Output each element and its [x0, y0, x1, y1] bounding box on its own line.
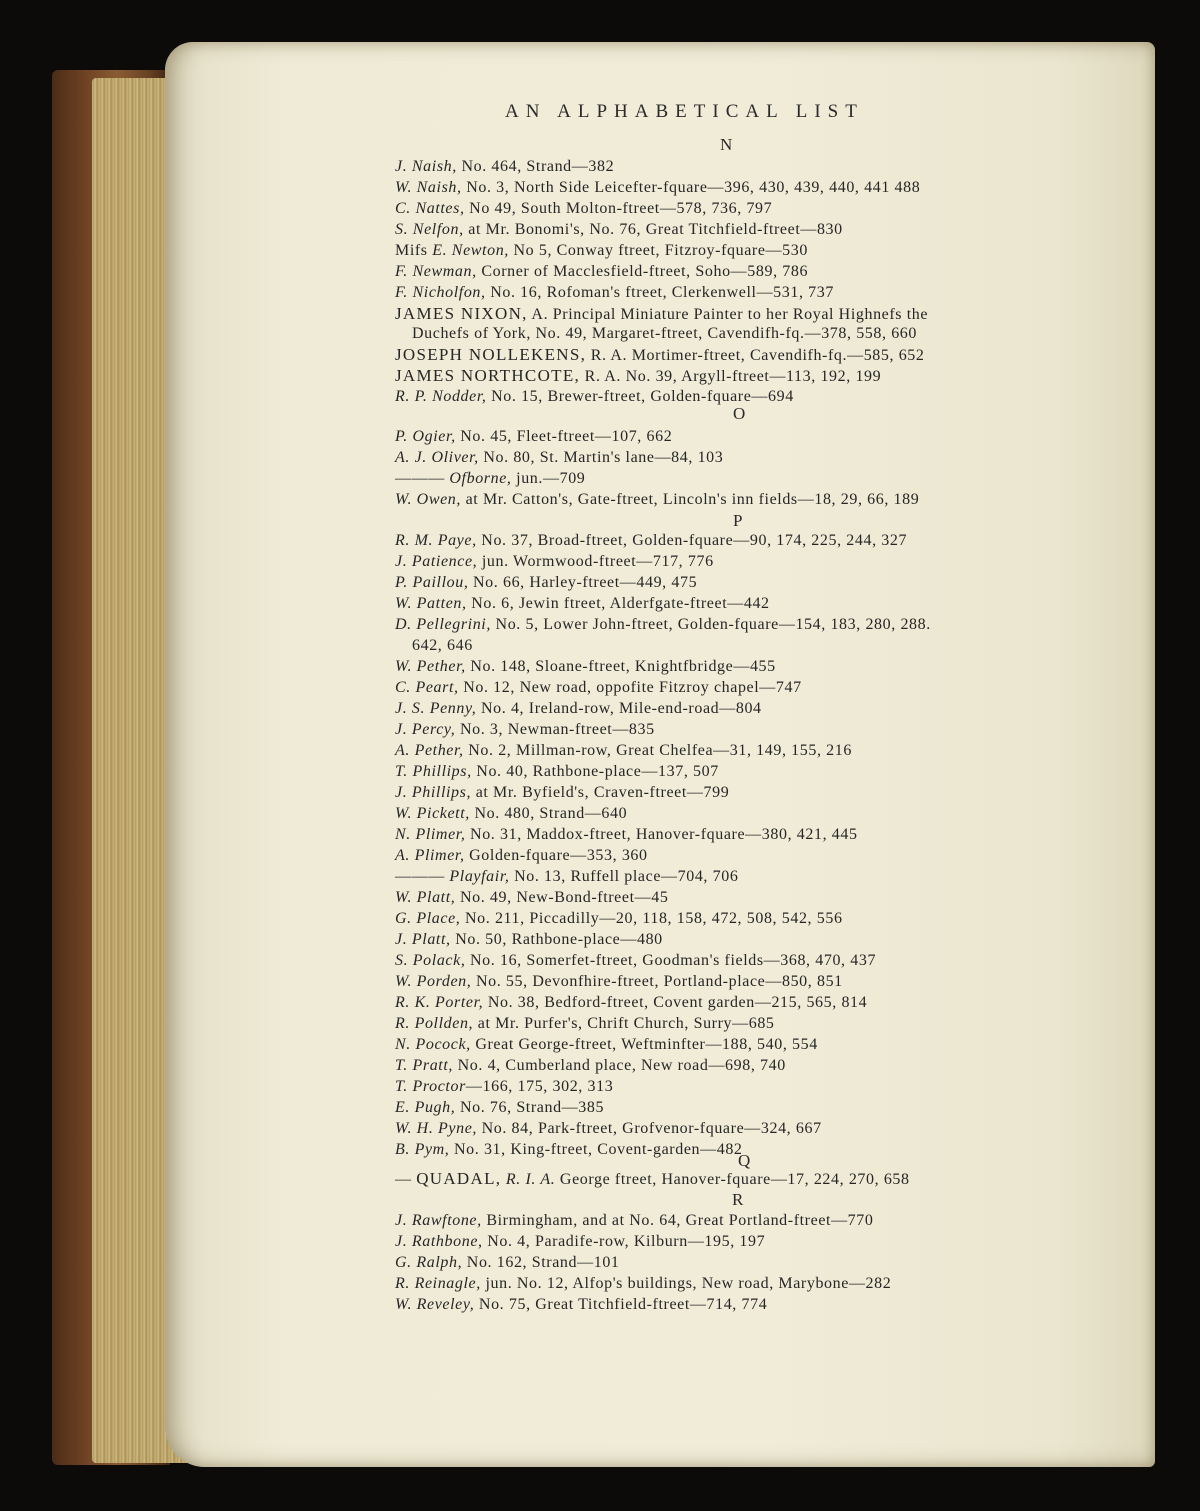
entry-line	[395, 490, 919, 510]
entry-name: S. Polack,	[395, 952, 466, 969]
entry-text: Corner of Macclesfield-ftreet, Soho—589, 786	[476, 263, 809, 280]
entry-name: C. Peart,	[395, 679, 459, 696]
entry-text: No. 31, King-ftreet, Covent-garden—482	[449, 1141, 743, 1158]
entry-name: J. Phillips,	[395, 784, 472, 801]
entry-text: jun. Wormwood-ftreet—717, 776	[477, 553, 714, 570]
entry-text: No. 4, Cumberland place, New road—698, 740	[453, 1057, 786, 1074]
entry-text: No. 16, Somerfet-ftreet, Goodman's fields—368, 470, 437	[465, 952, 877, 969]
entry-line	[395, 387, 794, 407]
entry-text: at Mr. Byfield's, Craven-ftreet—799	[471, 784, 730, 801]
entry-name: T. Phillips,	[395, 763, 472, 780]
entry-text: R. A. No. 39, Argyll-ftreet—113, 192, 199	[580, 368, 882, 385]
entry-line	[395, 1253, 620, 1273]
entry-line	[395, 972, 843, 992]
entry-name: W. Patten,	[395, 595, 467, 612]
entry-name: T. Proctor	[395, 1078, 466, 1095]
entry-text: No. 38, Bedford-ftreet, Covent garden—215, 565, 814	[483, 994, 868, 1011]
entry-line	[395, 1077, 613, 1097]
entry-name: W. Owen,	[395, 491, 461, 508]
entry-name: E. Newton,	[432, 242, 509, 259]
entry-line	[395, 1119, 822, 1139]
entry-name: W. Pether,	[395, 658, 466, 675]
entry-line	[395, 304, 928, 325]
entry-text: A. Principal Miniature Painter to her Royal Highnefs the	[527, 306, 929, 323]
entry-line	[395, 531, 907, 551]
entry-line	[412, 636, 473, 656]
entry-line	[395, 1140, 743, 1160]
entry-text: Duchefs of York, No. 49, Margaret-ftreet, Cavendifh-fq.—378, 558, 660	[412, 325, 918, 342]
entry-text: No 49, South Molton-ftreet—578, 736, 797	[464, 200, 773, 217]
entry-text: No. 464, Strand—382	[456, 158, 615, 175]
entry-name: A. Pether,	[395, 742, 464, 759]
entry-name: J. Percy,	[395, 721, 456, 738]
entry-line	[395, 846, 648, 866]
entry-line	[395, 720, 655, 740]
entry-name: W. Platt,	[395, 889, 456, 906]
entry-line	[395, 178, 920, 198]
entry-text: No. 76, Strand—385	[455, 1099, 605, 1116]
entry-line	[395, 993, 867, 1013]
entry-text: jun.—709	[511, 470, 586, 487]
entry-line	[395, 867, 738, 887]
entry-caps: JAMES NORTHCOTE,	[395, 366, 581, 385]
entry-line	[395, 594, 770, 614]
entry-name: P. Paillou,	[395, 574, 469, 591]
entry-name: B. Pym,	[395, 1141, 450, 1158]
section-letter-r: R	[732, 1190, 745, 1209]
entry-name: R. Pollden,	[395, 1015, 474, 1032]
entry-text: No. 480, Strand—640	[469, 805, 628, 822]
entry-line	[395, 283, 834, 303]
entry-line	[395, 448, 723, 468]
entry-text: No. 49, New-Bond-ftreet—45	[455, 889, 669, 906]
entry-text: No. 12, New road, oppofite Fitzroy chapel—747	[458, 679, 802, 696]
entry-name: G. Place,	[395, 910, 461, 927]
entry-text: at Mr. Purfer's, Chrift Church, Surry—685	[473, 1015, 775, 1032]
entry-prefix: Mifs	[395, 242, 433, 259]
entry-line	[395, 552, 714, 572]
entry-line	[395, 825, 858, 845]
entry-line	[395, 888, 668, 908]
entry-line	[395, 699, 762, 719]
entry-line	[395, 804, 627, 824]
section-letter-q: Q	[738, 1151, 752, 1170]
entry-name: R. Reinagle,	[395, 1275, 481, 1292]
entry-line	[395, 951, 876, 971]
entry-name: J. Platt,	[395, 931, 451, 948]
entry-name: W. H. Pyne,	[395, 1120, 477, 1137]
entry-line	[395, 157, 614, 177]
entry-name: R. M. Paye,	[395, 532, 477, 549]
entry-text: No. 2, Millman-row, Great Chelfea—31, 149, 155, 216	[463, 742, 852, 759]
entry-name: F. Nicholfon,	[395, 284, 486, 301]
section-letter-n: N	[720, 135, 734, 154]
entry-name: G. Ralph,	[395, 1254, 463, 1271]
entry-name: E. Pugh,	[395, 1099, 456, 1116]
entry-name: T. Pratt,	[395, 1057, 454, 1074]
entry-line	[395, 741, 852, 761]
entry-text: Great George-ftreet, Weftminfter—188, 540, 554	[470, 1036, 818, 1053]
entry-name: J. Naish,	[395, 158, 457, 175]
entry-name: N. Plimer,	[395, 826, 466, 843]
entry-name: J. S. Penny,	[395, 700, 477, 717]
entry-text: No. 80, St. Martin's lane—84, 103	[478, 449, 724, 466]
entry-text: —166, 175, 302, 313	[465, 1078, 614, 1095]
entry-line	[395, 199, 772, 219]
entry-text: No 5, Conway ftreet, Fitzroy-fquare—530	[508, 242, 808, 259]
entry-line	[395, 345, 925, 366]
entry-name: Playfair,	[449, 868, 510, 885]
entry-line	[395, 1056, 786, 1076]
entry-text: No. 148, Sloane-ftreet, Knightfbridge—455	[465, 658, 776, 675]
entry-name: W. Naish,	[395, 179, 462, 196]
entry-caps: JAMES NIXON,	[395, 304, 528, 323]
entry-line	[395, 1098, 604, 1118]
entry-prefix: ———	[395, 470, 450, 487]
entry-name: S. Nelfon,	[395, 221, 464, 238]
entry-text: No. 84, Park-ftreet, Grofvenor-fquare—324, 667	[477, 1120, 822, 1137]
entry-line	[395, 1014, 775, 1034]
entry-caps: QUADAL,	[416, 1169, 502, 1188]
entry-line	[395, 427, 672, 447]
entry-name: P. Ogier,	[395, 428, 456, 445]
entry-line	[395, 930, 663, 950]
section-letter-o: O	[733, 404, 747, 423]
entry-line	[395, 1211, 873, 1231]
entry-name: W. Pickett,	[395, 805, 470, 822]
entry-text: No. 4, Paradife-row, Kilburn—195, 197	[482, 1233, 766, 1250]
section-letter-p: P	[733, 511, 744, 530]
entry-line	[395, 1169, 910, 1190]
entry-text: at Mr. Bonomi's, No. 76, Great Titchfield-ftreet—830	[463, 221, 843, 238]
entry-name: F. Newman,	[395, 263, 477, 280]
entry-line	[395, 573, 697, 593]
entry-text: jun. No. 12, Alfop's buildings, New road, Marybone—282	[480, 1275, 892, 1292]
entry-line	[395, 1274, 891, 1294]
entry-text: Golden-fquare—353, 360	[464, 847, 648, 864]
entry-line	[412, 324, 917, 344]
entry-name: J. Patience,	[395, 553, 478, 570]
entry-text: No. 45, Fleet-ftreet—107, 662	[455, 428, 673, 445]
entry-text: No. 211, Piccadilly—20, 118, 158, 472, 508, 542, 556	[460, 910, 843, 927]
entry-line	[395, 220, 843, 240]
entry-line	[395, 1295, 767, 1315]
entry-text: R. A. Mortimer-ftreet, Cavendifh-fq.—585, 652	[586, 347, 925, 364]
entry-line	[395, 657, 776, 677]
entry-line	[395, 366, 881, 387]
entry-name: W. Porden,	[395, 973, 472, 990]
entry-line	[395, 615, 931, 635]
entry-text: George ftreet, Hanover-fquare—17, 224, 270, 658	[555, 1171, 910, 1188]
entry-line	[395, 262, 808, 282]
entry-name: Ofborne,	[449, 470, 512, 487]
entry-text: No. 75, Great Titchfield-ftreet—714, 774	[474, 1296, 768, 1313]
entry-prefix: —	[395, 1171, 417, 1188]
entry-name: R. P. Nodder,	[395, 388, 487, 405]
entry-text: No. 16, Rofoman's ftreet, Clerkenwell—531, 737	[485, 284, 834, 301]
entry-name: N. Pocock,	[395, 1036, 471, 1053]
entry-text: No. 37, Broad-ftreet, Golden-fquare—90, 174, 225, 244, 327	[476, 532, 908, 549]
entry-text: No. 3, Newman-ftreet—835	[455, 721, 655, 738]
entry-text: No. 13, Ruffell place—704, 706	[509, 868, 739, 885]
entry-name: W. Reveley,	[395, 1296, 475, 1313]
entry-text: No. 5, Lower John-ftreet, Golden-fquare—154, 183, 280, 288.	[490, 616, 931, 633]
entry-name: R. K. Porter,	[395, 994, 484, 1011]
entry-text: No. 4, Ireland-row, Mile-end-road—804	[476, 700, 762, 717]
entry-line	[395, 469, 585, 489]
entry-name: A. J. Oliver,	[395, 449, 479, 466]
entry-line	[395, 1035, 818, 1055]
entry-text: No. 162, Strand—101	[462, 1254, 620, 1271]
entry-name: R. I. A.	[501, 1171, 556, 1188]
entry-text: No. 66, Harley-ftreet—449, 475	[468, 574, 698, 591]
entry-name: A. Plimer,	[395, 847, 465, 864]
entry-name: C. Nattes,	[395, 200, 465, 217]
entry-line	[395, 783, 729, 803]
entry-name: J. Rawftone,	[395, 1212, 482, 1229]
entry-text: No. 6, Jewin ftreet, Alderfgate-ftreet—442	[466, 595, 770, 612]
entry-name: D. Pellegrini,	[395, 616, 491, 633]
entry-text: No. 55, Devonfhire-ftreet, Portland-place—850, 851	[471, 973, 843, 990]
entry-line	[395, 1232, 765, 1252]
entry-line	[395, 241, 808, 261]
entry-text: No. 31, Maddox-ftreet, Hanover-fquare—380, 421, 445	[465, 826, 858, 843]
entry-prefix: ———	[395, 868, 450, 885]
entry-name: J. Rathbone,	[395, 1233, 483, 1250]
entry-line	[395, 678, 802, 698]
entry-caps: JOSEPH NOLLEKENS,	[395, 345, 587, 364]
entry-line	[395, 762, 719, 782]
entry-text: No. 3, North Side Leicefter-fquare—396, 430, 439, 440, 441 488	[461, 179, 921, 196]
entry-line	[395, 909, 843, 929]
entry-text: No. 50, Rathbone-place—480	[450, 931, 663, 948]
entry-text: No. 40, Rathbone-place—137, 507	[471, 763, 719, 780]
entry-text: Birmingham, and at No. 64, Great Portland-ftreet—770	[481, 1212, 874, 1229]
entry-text: 642, 646	[412, 637, 473, 654]
entry-text: No. 15, Brewer-ftreet, Golden-fquare—694	[486, 388, 794, 405]
page-header: AN ALPHABETICAL LIST	[505, 101, 864, 122]
entry-text: at Mr. Catton's, Gate-ftreet, Lincoln's inn fields—18, 29, 66, 189	[461, 491, 920, 508]
